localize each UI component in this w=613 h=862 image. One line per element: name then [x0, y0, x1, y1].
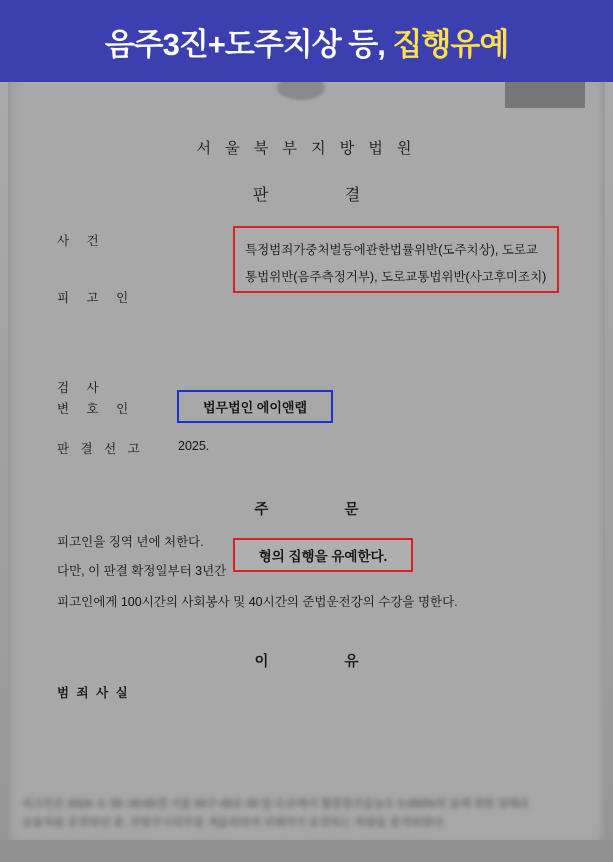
blurred-line-1: 피고인은 2024. 0. 00. 00:00경 서울 00구 00로 00 앞 도로에서 혈중알코올농도 0.000%의 술에 취한 상태로: [22, 798, 530, 810]
label-sentence-date: 판 결 선 고: [57, 442, 144, 456]
headline-text: [105, 19, 509, 64]
crime-fact-heading: 범 죄 사 실: [57, 686, 130, 700]
attorney-value: 법무법인 에이앤랩: [202, 400, 308, 415]
headline-highlight: 집행유예: [392, 26, 509, 62]
case-charges-highlight-box: [233, 226, 559, 293]
section-title-reason: 이 유: [254, 654, 395, 670]
document-type-title: 판 결: [252, 187, 397, 204]
label-attorney: 변 호 인: [57, 402, 136, 416]
blurred-line-2: 승용차를 운전하던 중, 전방주시의무를 게을리하여 피해자가 운전하는 차량을 충격하였다.: [22, 817, 446, 829]
order-line-3: 피고인에게 100시간의 사회봉사 및 40시간의 준법운전강의 수강을 명한다.: [57, 595, 458, 609]
label-prosecutor: 검 사: [57, 381, 106, 395]
section-title-order: 주 문: [254, 502, 395, 518]
suspended-sentence-highlight-box: [233, 538, 413, 572]
sentence-date-value: 2025.: [178, 439, 210, 453]
label-defendant: 피 고 인: [57, 291, 136, 305]
court-name: 서 울 북 부 지 방 법 원: [196, 140, 417, 157]
order-line-1: 피고인을 징역 년에 처한다.: [57, 535, 204, 549]
headline-main: 음주3진+도주치상 등,: [104, 26, 385, 62]
attorney-highlight-box: [177, 390, 333, 423]
headline-banner: [0, 0, 613, 82]
case-charges-line-2: 통법위반(음주측정거부), 도로교통법위반(사고후미조치): [245, 270, 547, 284]
bottom-fade: [0, 840, 613, 862]
label-case: 사 건: [57, 234, 106, 248]
case-charges-line-1: 특정범죄가중처벌등에관한법률위반(도주치상), 도로교: [245, 243, 538, 257]
order-line-2: 다만, 이 판결 확정일부터 3년간: [57, 564, 227, 578]
blurred-paragraph: [22, 795, 568, 833]
suspended-sentence-text: 형의 집행을 유예한다.: [258, 549, 388, 564]
